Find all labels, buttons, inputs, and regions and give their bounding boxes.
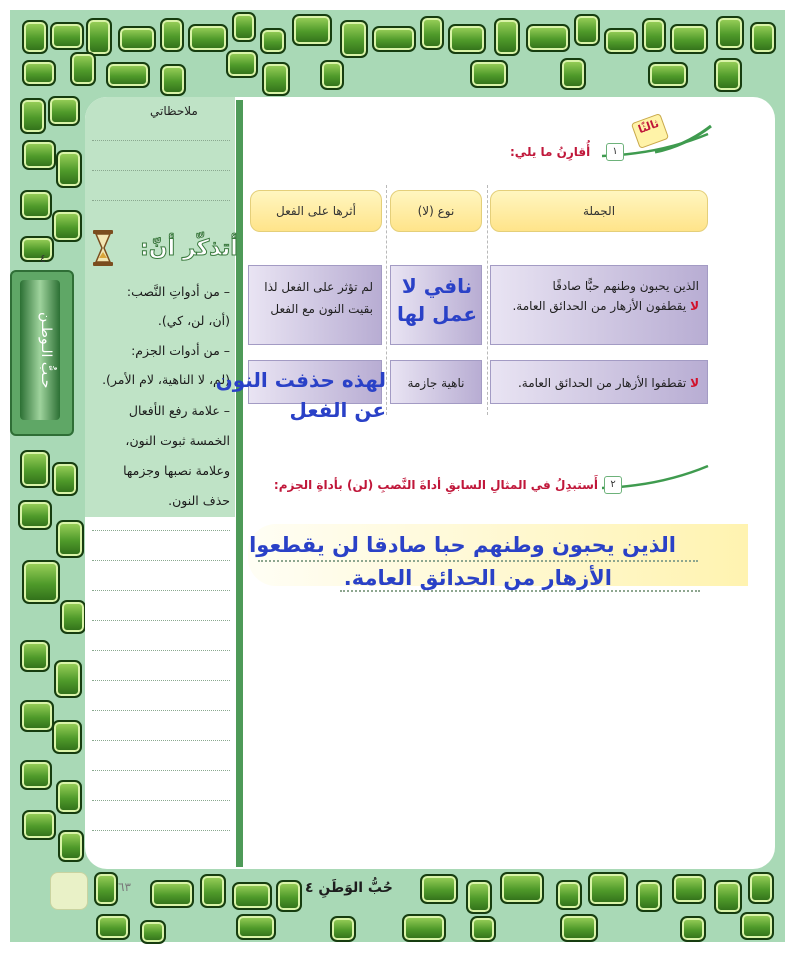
decorative-brick	[670, 24, 708, 54]
decorative-brick	[56, 520, 84, 558]
note-line	[92, 770, 230, 771]
row2-type: ناهية جازمة	[390, 360, 482, 404]
decorative-brick	[52, 210, 82, 242]
decorative-brick	[20, 450, 50, 488]
decorative-brick	[160, 64, 186, 96]
decorative-brick	[52, 462, 78, 496]
decorative-brick	[140, 920, 166, 944]
row1-sentence	[490, 265, 708, 345]
question-2-label: أَستبدِلُ في المثالِ السابقِ أداةَ النَّصبِ (لن) بأداةِ الجزم:	[273, 478, 598, 492]
remember-line: الخمسة ثبوت النون،	[125, 433, 230, 448]
row2-effect-answer-line2: عن الفعل	[289, 398, 386, 422]
decorative-brick	[58, 830, 84, 862]
decorative-brick	[52, 720, 82, 754]
decorative-brick	[20, 760, 52, 790]
remember-line: حذف النون.	[168, 493, 230, 508]
notes-title: ملاحظاتي	[150, 104, 198, 118]
note-line	[92, 740, 230, 741]
decorative-brick	[330, 916, 356, 942]
decorative-brick	[494, 18, 520, 56]
answer-dotline	[340, 590, 700, 592]
decorative-brick	[160, 18, 184, 52]
row2-sentence	[490, 360, 708, 404]
decorative-brick	[500, 872, 544, 904]
decorative-brick	[588, 872, 628, 906]
row2-sentence-line: تقطفوا الأزهار من الحدائق العامة.	[517, 376, 687, 390]
decorative-brick	[276, 880, 302, 912]
decorative-brick	[200, 874, 226, 908]
question-1-label: أُقارِنُ ما يلي:	[510, 145, 591, 159]
decorative-brick	[648, 62, 688, 88]
decorative-brick	[466, 880, 492, 914]
decorative-brick	[226, 50, 258, 78]
question-number: ١	[606, 143, 624, 161]
note-line	[92, 620, 230, 621]
decorative-brick	[340, 20, 368, 58]
decorative-brick	[56, 150, 82, 188]
decorative-brick	[20, 700, 54, 732]
decorative-brick	[748, 872, 774, 904]
remember-panel	[85, 97, 235, 517]
decorative-brick	[740, 912, 774, 940]
decorative-brick	[292, 14, 332, 46]
decorative-brick	[48, 96, 80, 126]
decorative-brick	[22, 140, 56, 170]
row1-sentence-line2: يقطفون الأزهار من الحدائق العامة.	[512, 299, 687, 313]
decorative-brick	[94, 872, 118, 906]
decorative-brick	[604, 28, 638, 54]
note-line	[92, 650, 230, 651]
decorative-brick	[642, 18, 666, 52]
page-number: ٦٣	[118, 880, 131, 894]
note-line	[92, 530, 230, 531]
decorative-brick	[636, 880, 662, 912]
answer-dotline	[258, 560, 698, 562]
side-tab-number: ٤	[40, 252, 46, 265]
decorative-brick	[574, 14, 600, 46]
row1-effect: لم تؤثر على الفعل لذا بقيت النون مع الفعل	[248, 265, 382, 345]
decorative-brick	[716, 16, 744, 50]
note-line	[92, 560, 230, 561]
decorative-brick	[714, 880, 742, 914]
decorative-brick	[448, 24, 486, 54]
note-line	[92, 200, 230, 201]
decorative-brick	[556, 880, 582, 910]
decorative-brick	[22, 60, 56, 86]
decorative-brick	[20, 98, 46, 134]
footer-title: حُبُّ الوَطَنِ ٤	[305, 880, 393, 896]
hourglass-icon	[90, 228, 116, 268]
decorative-brick	[560, 58, 586, 90]
decorative-brick	[470, 916, 496, 942]
section-badge-label: ثالثًا	[636, 116, 661, 137]
decorative-brick	[96, 914, 130, 940]
decorative-brick	[372, 26, 416, 52]
decorative-brick	[262, 62, 290, 96]
decorative-brick	[50, 22, 84, 50]
decorative-brick	[22, 810, 56, 840]
row1-type-answer: نافي لا عمل لها	[396, 274, 478, 326]
remember-line: – علامة رفع الأفعال	[128, 403, 230, 418]
note-line	[92, 710, 230, 711]
decorative-brick	[526, 24, 570, 52]
decorative-brick	[20, 640, 50, 672]
decorative-brick	[260, 28, 286, 54]
remember-line: (أن، لن، كي).	[157, 313, 230, 328]
corner-mark	[50, 872, 88, 910]
question-number: ٢	[604, 476, 622, 494]
note-line	[92, 170, 230, 171]
decorative-brick	[320, 60, 344, 90]
note-line	[92, 680, 230, 681]
decorative-brick	[232, 882, 272, 910]
decorative-brick	[714, 58, 742, 92]
decorative-brick	[402, 914, 446, 942]
row2-effect-answer-line1: لهذه حذفت النون	[215, 368, 386, 392]
decorative-brick	[232, 12, 256, 42]
header-sentence: الجملة	[490, 190, 708, 232]
column-divider	[236, 100, 243, 867]
decorative-brick	[188, 24, 228, 52]
decorative-brick	[672, 874, 706, 904]
table-separator	[386, 185, 387, 415]
answer-line-1: الذين يحبون وطنهم حبا صادقا لن يقطعوا	[249, 533, 676, 557]
decorative-brick	[470, 60, 508, 88]
decorative-brick	[18, 500, 52, 530]
side-tab-label: حـبُّ الـوطـن	[38, 311, 54, 389]
answer-line-2: الأزهار من الحدائق العامة.	[343, 566, 612, 590]
decorative-brick	[54, 660, 82, 698]
decorative-brick	[106, 62, 150, 88]
remember-line: – من أدوات الجزم:	[131, 343, 230, 358]
decorative-brick	[70, 52, 96, 86]
row2-sentence-red: لا	[690, 376, 699, 390]
decorative-brick	[20, 190, 52, 220]
decorative-brick	[118, 26, 156, 52]
remember-line: وعلامة نصبها وجزمها	[123, 463, 230, 478]
note-line	[92, 140, 230, 141]
header-effect: أثرها على الفعل	[250, 190, 382, 232]
decorative-brick	[560, 914, 598, 942]
header-type: نوع (لا)	[390, 190, 482, 232]
decorative-brick	[22, 20, 48, 54]
decorative-brick	[86, 18, 112, 56]
decorative-brick	[20, 236, 54, 262]
decorative-brick	[420, 16, 444, 50]
remember-title: أتذكّر أنّ:	[140, 236, 238, 261]
decorative-brick	[56, 780, 82, 814]
decorative-brick	[680, 916, 706, 942]
remember-line: (لم، لا الناهية، لام الأمر).	[102, 372, 230, 387]
remember-line: – من أدواتِ النَّصب:	[126, 284, 230, 299]
decorative-brick	[22, 560, 60, 604]
note-line	[92, 590, 230, 591]
decorative-brick	[420, 874, 458, 904]
table-separator	[487, 185, 488, 415]
note-line	[92, 800, 230, 801]
decorative-brick	[60, 600, 86, 634]
decorative-brick	[236, 914, 276, 940]
note-line	[92, 830, 230, 831]
row1-sentence-line1: الذين يحبون وطنهم حبًّا صادقًا	[552, 279, 699, 293]
decorative-brick	[150, 880, 194, 908]
decorative-brick	[750, 22, 776, 54]
row1-sentence-red: لا	[690, 299, 699, 313]
